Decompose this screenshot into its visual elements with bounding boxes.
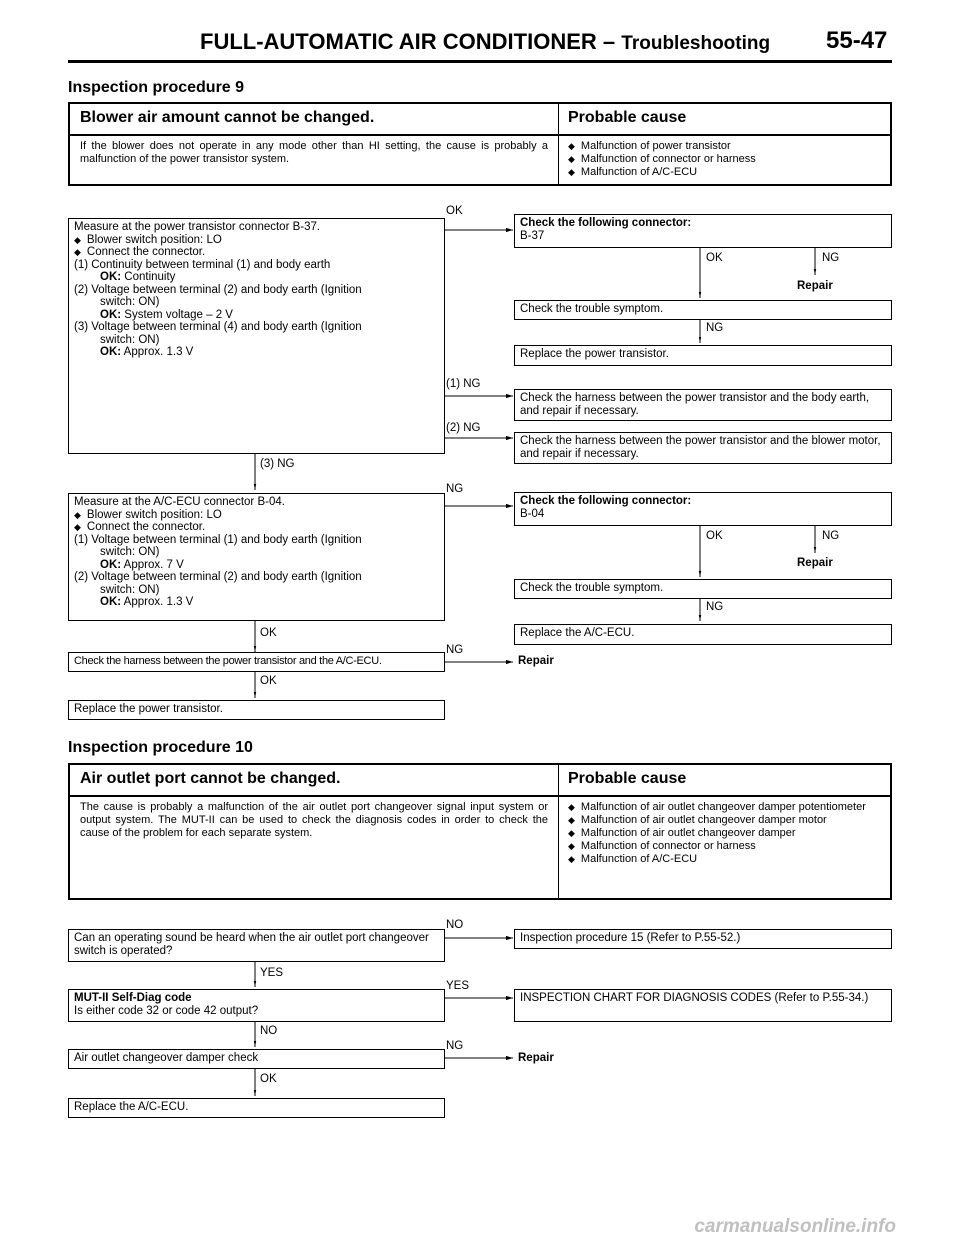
header-title-text: FULL-AUTOMATIC AIR CONDITIONER xyxy=(200,29,597,54)
yes-label: YES xyxy=(260,967,284,979)
ng-label: NG xyxy=(706,601,724,613)
self-diag-question-box xyxy=(68,989,445,1022)
box-title: Check the following connector: xyxy=(520,217,692,229)
cause-item: ◆ Malfunction of A/C-ECU xyxy=(568,853,884,866)
box-line: Measure at the A/C-ECU connector B-04. xyxy=(74,496,285,508)
box-line: switch: ON) xyxy=(100,333,160,346)
replace-power-transistor-box: Replace the power transistor. xyxy=(514,345,892,366)
replace-power-transistor-box-2: Replace the power transistor. xyxy=(68,700,445,720)
ok-value: Approx. 1.3 V xyxy=(123,346,194,358)
ok-key: OK: xyxy=(100,558,122,571)
box-line: Is either code 32 or code 42 output? xyxy=(74,1004,259,1017)
ok-value: Continuity xyxy=(124,271,176,283)
replace-ac-ecu-box-2: Replace the A/C-ECU. xyxy=(68,1098,445,1118)
ok-label: OK xyxy=(260,1073,277,1085)
table-divider xyxy=(558,765,559,898)
yes-label: YES xyxy=(446,980,470,992)
box-line: (2) Voltage between terminal (2) and body earth (Ignition xyxy=(74,283,362,296)
connector-id: B-04 xyxy=(520,507,545,520)
box-line: ◆ Connect the connector. xyxy=(74,246,439,259)
ok-key: OK: xyxy=(100,596,122,608)
box-line: (1) Continuity between terminal (1) and body earth xyxy=(74,258,331,271)
repair-label: Repair xyxy=(797,280,833,292)
ok-key: OK: xyxy=(100,308,122,321)
ok-label: OK xyxy=(706,530,723,542)
page-number: 55-47 xyxy=(826,27,888,54)
ng-label: NG xyxy=(446,1040,464,1052)
cause-item: ◆ Malfunction of air outlet changeover damper motor xyxy=(568,814,884,827)
symptom-heading: Blower air amount cannot be changed. xyxy=(80,109,375,126)
box-line: (3) Voltage between terminal (4) and body earth (Ignition xyxy=(74,321,362,333)
ok-key: OK: xyxy=(100,346,122,358)
box-title: MUT-II Self-Diag code xyxy=(74,992,192,1004)
box-line: ◆ Connect the connector. xyxy=(74,521,439,534)
cause-item: ◆ Malfunction of power transistor xyxy=(568,140,884,153)
watermark: carmanualsonline.info xyxy=(694,1216,896,1237)
trouble-symptom-box: Check the trouble symptom. xyxy=(514,579,892,599)
cause-list xyxy=(568,801,884,866)
cause-item: ◆ Malfunction of air outlet changeover damper xyxy=(568,827,884,840)
ng-label: NG xyxy=(446,483,464,495)
ok-label: OK xyxy=(260,627,277,639)
check-harness-ecu-box: Check the harness between the power transistor and the A/C-ECU. xyxy=(68,652,445,672)
repair-label: Repair xyxy=(518,1052,554,1064)
ng-label: NG xyxy=(822,252,840,264)
ng-label: (1) NG xyxy=(446,378,481,390)
ok-value: System voltage – 2 V xyxy=(124,308,233,321)
procedure-9-title: Inspection procedure 9 xyxy=(68,79,245,96)
procedure-10-table xyxy=(68,763,892,900)
no-label: NO xyxy=(260,1025,278,1037)
operating-sound-question-box: Can an operating sound be heard when the air outlet port changeover switch is operated? xyxy=(68,929,445,962)
ok-value: Approx. 1.3 V xyxy=(123,596,194,608)
header-subtitle: Troubleshooting xyxy=(621,33,771,54)
ok-value: Approx. 7 V xyxy=(123,558,184,571)
cause-item: ◆ Malfunction of connector or harness xyxy=(568,153,884,166)
damper-check-box: Air outlet changeover damper check xyxy=(68,1049,445,1069)
diagnosis-chart-box: INSPECTION CHART FOR DIAGNOSIS CODES (Refer to P.55-34.) xyxy=(514,989,892,1022)
check-harness-motor-box: Check the harness between the power transistor and the blower motor, and repair if necessary. xyxy=(514,432,892,464)
box-line: Measure at the power transistor connector B-37. xyxy=(74,221,321,233)
header-dash: – xyxy=(602,29,616,54)
ok-key: OK: xyxy=(100,271,122,283)
measure-power-transistor-box xyxy=(68,218,445,454)
box-line: ◆ Blower switch position: LO xyxy=(74,509,439,522)
check-connector-b04-box xyxy=(514,492,892,526)
symptom-description: The cause is probably a malfunction of the air outlet port changeover signal input system or output system. The MUT-II can be used to check the diagnosis codes in order to check the cause of the problem for each separate system. xyxy=(80,801,548,839)
cause-heading: Probable cause xyxy=(568,109,687,126)
ng-label: NG xyxy=(446,644,464,656)
box-line: switch: ON) xyxy=(100,546,160,558)
connector-id: B-37 xyxy=(520,229,545,242)
ng-label: (3) NG xyxy=(260,458,295,470)
box-line: (2) Voltage between terminal (2) and body earth (Ignition xyxy=(74,571,362,583)
box-title: Check the following connector: xyxy=(520,495,692,507)
ng-label: NG xyxy=(822,530,840,542)
ok-label: OK xyxy=(446,205,463,217)
replace-ac-ecu-box: Replace the A/C-ECU. xyxy=(514,624,892,645)
measure-ac-ecu-box xyxy=(68,493,445,621)
symptom-heading: Air outlet port cannot be changed. xyxy=(80,770,341,787)
trouble-symptom-box: Check the trouble symptom. xyxy=(514,300,892,320)
box-line: (1) Voltage between terminal (1) and body earth (Ignition xyxy=(74,533,362,546)
box-line: switch: ON) xyxy=(100,296,160,308)
cause-item: ◆ Malfunction of A/C-ECU xyxy=(568,166,884,179)
box-line: ◆ Blower switch position: LO xyxy=(74,234,439,247)
check-connector-b37-box xyxy=(514,214,892,248)
repair-label: Repair xyxy=(518,655,554,667)
check-harness-earth-box: Check the harness between the power transistor and the body earth, and repair if necessary. xyxy=(514,389,892,421)
no-label: NO xyxy=(446,919,464,931)
ok-label: OK xyxy=(260,675,277,687)
cause-item: ◆ Malfunction of connector or harness xyxy=(568,840,884,853)
cause-item: ◆ Malfunction of air outlet changeover damper potentiometer xyxy=(568,801,884,814)
ok-label: OK xyxy=(706,252,723,264)
procedure-10-title: Inspection procedure 10 xyxy=(68,739,253,756)
cause-heading: Probable cause xyxy=(568,770,687,787)
box-line: switch: ON) xyxy=(100,583,160,596)
repair-label: Repair xyxy=(797,557,833,569)
symptom-description: If the blower does not operate in any mode other than HI setting, the cause is probably a malfunction of the power transistor system. xyxy=(80,140,548,165)
ng-label: (2) NG xyxy=(446,422,481,434)
inspection-procedure-15-box: Inspection procedure 15 (Refer to P.55-52.) xyxy=(514,929,892,949)
ng-label: NG xyxy=(706,322,724,334)
